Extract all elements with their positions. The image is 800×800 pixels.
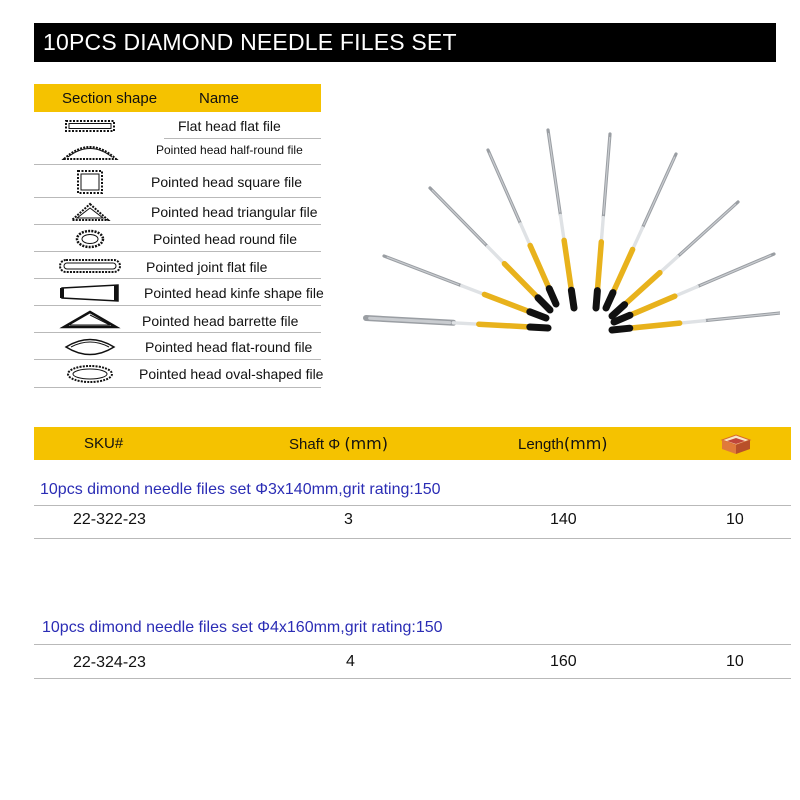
section-shape-header: Section shape xyxy=(62,90,158,107)
shape-name: Pointed head half-round file xyxy=(156,143,303,157)
round-section-icon xyxy=(58,228,122,250)
oval-section-icon xyxy=(58,362,122,384)
shape-table-header xyxy=(34,84,321,112)
shape-name: Pointed joint flat file xyxy=(146,259,268,275)
spec-table-header xyxy=(34,427,791,460)
triangular-section-icon xyxy=(58,201,122,223)
length-value: 160 xyxy=(550,653,577,670)
shape-name: Pointed head square file xyxy=(151,174,302,190)
qty-value: 10 xyxy=(726,653,744,670)
needle-file xyxy=(548,130,574,308)
shape-row xyxy=(34,360,324,388)
shaft-header: Shaft Φ (mm) xyxy=(289,434,388,453)
sku-value: 22-324-23 xyxy=(73,654,146,671)
shape-name: Flat head flat file xyxy=(178,118,281,134)
length-value: 140 xyxy=(550,511,577,528)
shape-row xyxy=(34,253,321,279)
shape-row xyxy=(34,280,324,306)
square-section-icon xyxy=(58,168,122,196)
set-title: 10pcs dimond needle files set Φ3x140mm,grit rating:150 xyxy=(40,481,441,498)
flat-round-section-icon xyxy=(58,336,122,358)
box-icon xyxy=(719,433,753,455)
table-row xyxy=(34,644,791,676)
qty-value: 10 xyxy=(726,511,744,528)
files-product-image xyxy=(360,122,780,362)
table-row xyxy=(34,505,791,537)
flat-section-icon xyxy=(58,115,122,137)
needle-file xyxy=(596,134,610,308)
needle-file xyxy=(366,318,548,328)
set-title: 10pcs dimond needle files set Φ4x160mm,grit rating:150 xyxy=(42,619,443,636)
needle-file xyxy=(606,154,676,308)
name-header: Name xyxy=(199,90,240,107)
knife-section-icon xyxy=(58,282,122,304)
shape-name: Pointed head round file xyxy=(153,231,297,247)
shape-row xyxy=(34,334,321,360)
shape-row xyxy=(34,307,321,333)
needle-file xyxy=(614,254,774,322)
shape-row xyxy=(34,139,321,165)
shape-row xyxy=(34,113,321,139)
page-title: 10PCS DIAMOND NEEDLE FILES SET xyxy=(34,23,776,62)
shape-name: Pointed head triangular file xyxy=(151,204,318,220)
joint-flat-section-icon xyxy=(58,255,122,277)
half-round-section-icon xyxy=(58,141,122,163)
length-header: Length(mm) xyxy=(518,434,608,453)
sku-value: 22-322-23 xyxy=(73,511,146,528)
shape-name: Pointed head kinfe shape file xyxy=(144,285,324,301)
barrette-section-icon xyxy=(58,309,122,331)
sku-header: SKU# xyxy=(84,435,124,452)
shape-row xyxy=(34,199,321,225)
shape-name: Pointed head oval-shaped file xyxy=(139,366,324,382)
shape-row xyxy=(34,226,321,252)
shaft-value: 4 xyxy=(346,653,355,670)
needle-file xyxy=(384,256,546,318)
shaft-value: 3 xyxy=(344,511,353,528)
shape-name: Pointed head barrette file xyxy=(142,313,299,329)
shape-name: Pointed head flat-round file xyxy=(145,339,313,355)
shape-row xyxy=(34,166,321,198)
